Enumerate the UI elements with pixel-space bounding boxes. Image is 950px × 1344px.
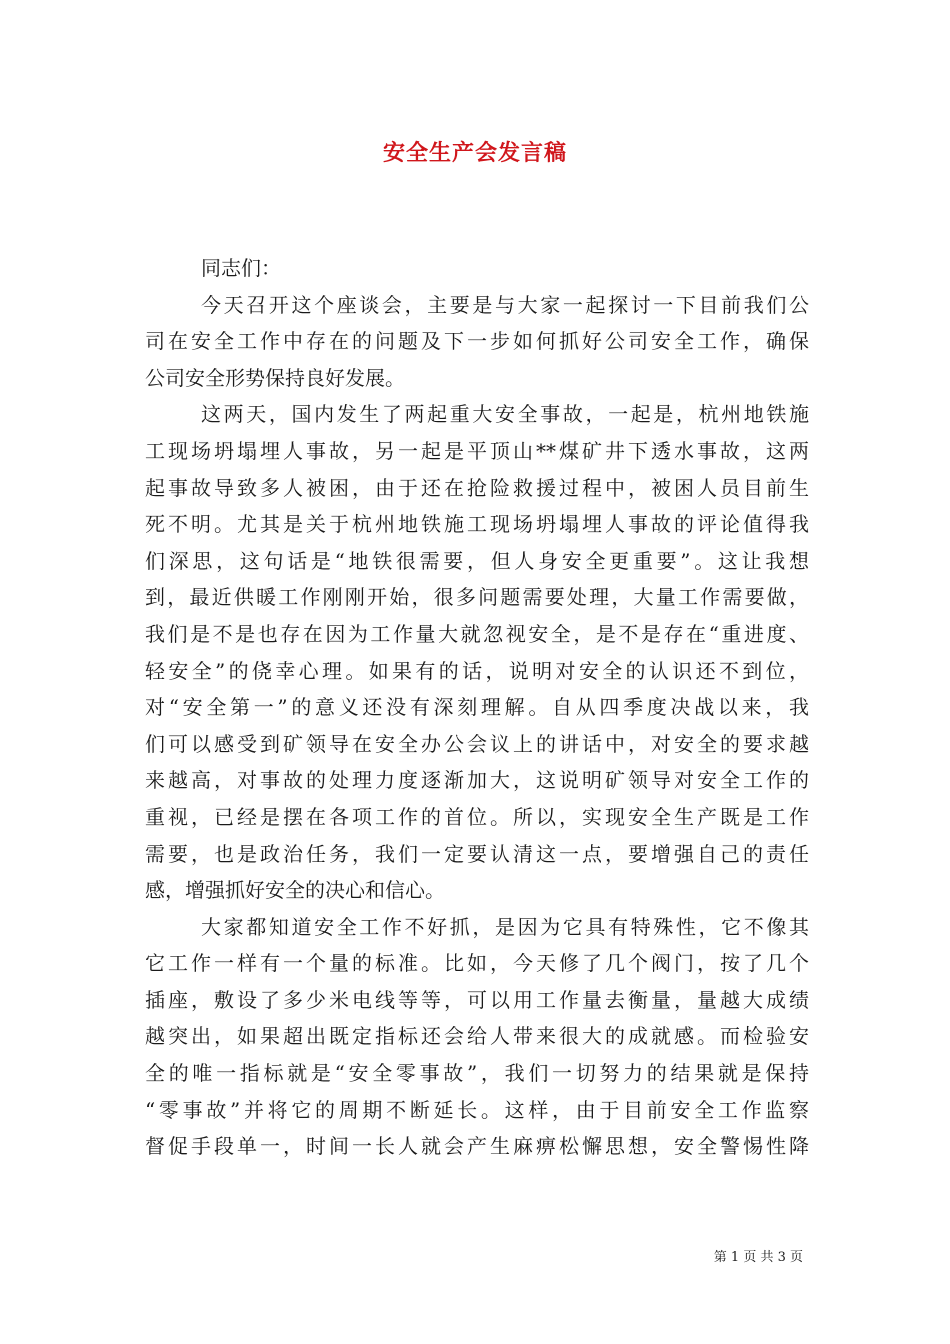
text-line: 需要，也是政治任务，我们一定要认清这一点，要增强自己的责任 <box>145 841 809 866</box>
text-line: 司在安全工作中存在的问题及下一步如何抓好公司安全工作，确保 <box>145 329 809 354</box>
text-line: 们深思，这句话是“地铁很需要，但人身安全更重要”。这让我想 <box>145 548 809 573</box>
text-line: 来越高，对事故的处理力度逐渐加大，这说明矿领导对安全工作的 <box>145 768 809 793</box>
text-line: 督促手段单一，时间一长人就会产生麻痹松懈思想，安全警惕性降 <box>145 1134 809 1159</box>
text-line: 插座，敷设了多少米电线等等，可以用工作量去衡量，量越大成绩 <box>145 987 809 1012</box>
document-title: 安全生产会发言稿 <box>382 140 567 166</box>
page-footer: 第 1 页 共 3 页 <box>713 1250 803 1265</box>
text-line: 们可以感受到矿领导在安全办公会议上的讲话中，对安全的要求越 <box>145 731 809 756</box>
text-line: 轻安全”的侥幸心理。如果有的话，说明对安全的认识还不到位， <box>145 658 809 683</box>
text-line: 重视，已经是摆在各项工作的首位。所以，实现安全生产既是工作 <box>145 804 809 829</box>
text-line: 起事故导致多人被困，由于还在抢险救援过程中，被困人员目前生 <box>145 475 809 500</box>
text-line: 这两天，国内发生了两起重大安全事故，一起是，杭州地铁施 <box>201 402 809 427</box>
text-line: 对“安全第一”的意义还没有深刻理解。自从四季度决战以来，我 <box>145 695 809 720</box>
text-line: 同志们： <box>201 256 281 280</box>
text-line: 今天召开这个座谈会，主要是与大家一起探讨一下目前我们公 <box>201 292 809 317</box>
text-line: 它工作一样有一个量的标准。比如，今天修了几个阀门，按了几个 <box>145 951 809 976</box>
document-body <box>145 250 809 1165</box>
text-line: 我们是不是也存在因为工作量大就忽视安全，是不是存在“重进度、 <box>145 621 809 646</box>
text-line: 越突出，如果超出既定指标还会给人带来很大的成就感。而检验安 <box>145 1024 809 1049</box>
text-line: 死不明。尤其是关于杭州地铁施工现场坍塌埋人事故的评论值得我 <box>145 512 809 537</box>
text-line: “零事故”并将它的周期不断延长。这样，由于目前安全工作监察 <box>145 1097 809 1122</box>
text-line: 公司安全形势保持良好发展。 <box>145 365 405 390</box>
text-line: 工现场坍塌埋人事故，另一起是平顶山**煤矿井下透水事故，这两 <box>145 438 809 463</box>
text-line: 全的唯一指标就是“安全零事故”，我们一切努力的结果就是保持 <box>145 1061 809 1086</box>
text-line: 大家都知道安全工作不好抓，是因为它具有特殊性，它不像其 <box>201 914 809 939</box>
text-line: 到，最近供暖工作刚刚开始，很多问题需要处理，大量工作需要做， <box>145 585 809 610</box>
text-line: 感，增强抓好安全的决心和信心。 <box>145 878 445 903</box>
